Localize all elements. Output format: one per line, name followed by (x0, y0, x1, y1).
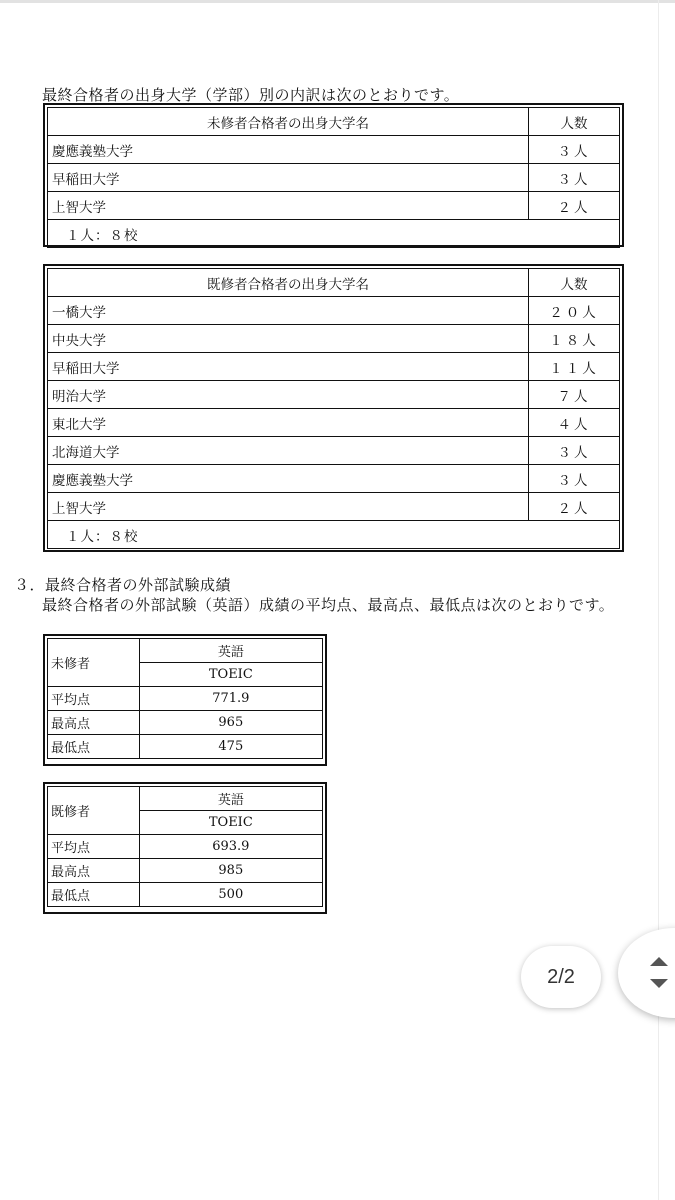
score-table-unlearned-frame (43, 634, 327, 766)
university-name: 上智大学 (48, 493, 529, 521)
university-name: 早稲田大学 (48, 353, 529, 381)
table-unlearned-universities-frame (43, 103, 624, 247)
stat-value: 500 (139, 883, 322, 907)
university-name: 明治大学 (48, 381, 529, 409)
header-count: 人数 (529, 108, 620, 136)
university-count: ２人 (529, 192, 620, 220)
chevron-down-icon[interactable] (650, 979, 668, 988)
university-name: 慶應義塾大学 (48, 465, 529, 493)
table-row (48, 859, 323, 883)
viewer-top-border (0, 0, 675, 3)
chevron-up-icon[interactable] (650, 957, 668, 966)
university-name: 慶應義塾大学 (48, 136, 529, 164)
stat-label: 平均点 (48, 835, 140, 859)
stat-label: 最高点 (48, 711, 140, 735)
other-universities-note: １人：８校 (48, 521, 620, 549)
subject-label: 英語 (139, 639, 322, 663)
stat-label: 最低点 (48, 883, 140, 907)
table-row (48, 192, 620, 220)
stat-value: 965 (139, 711, 322, 735)
university-name: 中央大学 (48, 325, 529, 353)
university-name: 上智大学 (48, 192, 529, 220)
university-count: ２０人 (529, 297, 620, 325)
other-universities-note: １人：８校 (48, 220, 620, 248)
university-name: 北海道大学 (48, 437, 529, 465)
stat-value: 693.9 (139, 835, 322, 859)
university-count: ３人 (529, 465, 620, 493)
table-row (48, 711, 323, 735)
table-row (48, 735, 323, 759)
university-count: ２人 (529, 493, 620, 521)
university-name: 早稲田大学 (48, 164, 529, 192)
subject-label: 英語 (139, 787, 322, 811)
page-edge (658, 0, 659, 1200)
stat-value: 771.9 (139, 687, 322, 711)
table-footer-row (48, 521, 620, 549)
score-table-learned (47, 786, 323, 907)
table-footer-row (48, 220, 620, 248)
test-label: TOEIC (139, 663, 322, 687)
stat-value: 985 (139, 859, 322, 883)
table-row (48, 465, 620, 493)
score-table-unlearned (47, 638, 323, 759)
table-row (48, 381, 620, 409)
score-header-row (48, 639, 323, 663)
university-count: １８人 (529, 325, 620, 353)
score-table-learned-frame (43, 782, 327, 914)
table-row (48, 687, 323, 711)
table-row (48, 353, 620, 381)
section-3-heading: ３．最終合格者の外部試験成績 (14, 576, 232, 594)
section-3-body: 最終合格者の外部試験（英語）成績の平均点、最高点、最低点は次のとおりです。 (42, 596, 615, 614)
header-university-name: 未修者合格者の出身大学名 (48, 108, 529, 136)
group-label: 未修者 (48, 639, 140, 687)
stat-label: 平均点 (48, 687, 140, 711)
score-header-row (48, 787, 323, 811)
university-name: 一橋大学 (48, 297, 529, 325)
table-row (48, 493, 620, 521)
table-row (48, 136, 620, 164)
table-header-row (48, 269, 620, 297)
university-name: 東北大学 (48, 409, 529, 437)
stat-label: 最高点 (48, 859, 140, 883)
university-count: １１人 (529, 353, 620, 381)
table-row (48, 325, 620, 353)
intro-text: 最終合格者の出身大学（学部）別の内訳は次のとおりです。 (42, 86, 460, 104)
table-learned-universities-frame (43, 264, 624, 552)
table-row (48, 437, 620, 465)
table-learned-universities (47, 268, 620, 549)
table-row (48, 835, 323, 859)
table-row (48, 409, 620, 437)
test-label: TOEIC (139, 811, 322, 835)
header-university-name: 既修者合格者の出身大学名 (48, 269, 529, 297)
page-indicator: 2/2 (521, 946, 601, 1008)
table-unlearned-universities (47, 107, 620, 248)
header-count: 人数 (529, 269, 620, 297)
university-count: ３人 (529, 136, 620, 164)
university-count: ３人 (529, 164, 620, 192)
table-header-row (48, 108, 620, 136)
table-row (48, 883, 323, 907)
group-label: 既修者 (48, 787, 140, 835)
university-count: ３人 (529, 437, 620, 465)
university-count: ４人 (529, 409, 620, 437)
scroll-button[interactable] (618, 928, 675, 1018)
stat-label: 最低点 (48, 735, 140, 759)
table-row (48, 297, 620, 325)
university-count: ７人 (529, 381, 620, 409)
table-row (48, 164, 620, 192)
stat-value: 475 (139, 735, 322, 759)
